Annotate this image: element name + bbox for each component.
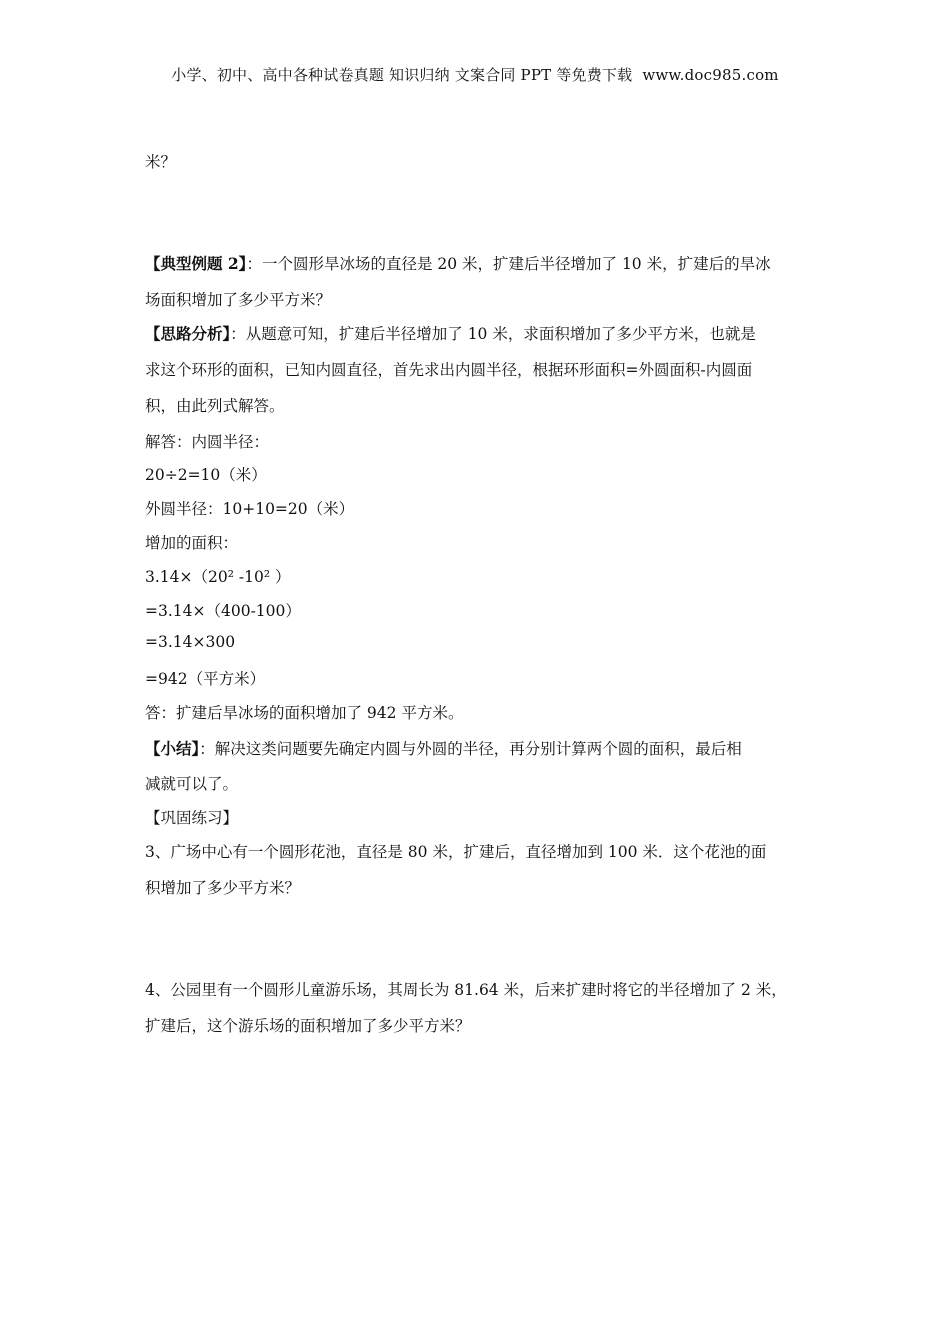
solution-line3: 外圆半径：10+10=20（米） (145, 500, 355, 518)
summary-line2: 减就可以了。 (145, 775, 239, 793)
example2-line1 (145, 252, 771, 274)
example2-text1: ：一个圆形旱冰场的直径是 20 米，扩建后半径增加了 10 米，扩建后的旱冰 (246, 255, 771, 273)
analysis-line1 (145, 322, 756, 344)
page-header (0, 64, 950, 85)
summary-label: 【小结】 (145, 739, 200, 758)
analysis-line3: 积，由此列式解答。 (145, 397, 285, 415)
analysis-line2: 求这个环形的面积，已知内圆直径，首先求出内圆半径，根据环形面积=外圆面积-内圆面 (145, 361, 753, 379)
solution-line4: 增加的面积： (145, 534, 239, 552)
question3-line1: 3、广场中心有一个圆形花池，直径是 80 米，扩建后，直径增加到 100 米．这个花池的面 (145, 843, 767, 861)
header-text: 小学、初中、高中各种试卷真题 知识归纳 文案合同 PPT 等免费下载 (171, 66, 633, 84)
solution-answer: 答：扩建后旱冰场的面积增加了 942 平方米。 (145, 704, 464, 722)
practice-title: 【巩固练习】 (145, 809, 239, 827)
continuation-text: 米？ (145, 153, 177, 171)
solution-line5: 3.14×（20² -10² ） (145, 568, 291, 586)
question3-line2: 积增加了多少平方米？ (145, 879, 301, 897)
summary-text1: ：解决这类问题要先确定内圆与外圆的半径，再分别计算两个圆的面积，最后相 (199, 740, 742, 758)
solution-line1: 解答：内圆半径： (145, 433, 270, 451)
question4-line2: 扩建后，这个游乐场的面积增加了多少平方米？ (145, 1017, 471, 1035)
solution-line2: 20÷2=10（米） (145, 466, 267, 484)
summary-line1 (145, 737, 742, 759)
header-site-link[interactable]: www.doc985.com (642, 66, 779, 84)
solution-line8: =942（平方米） (145, 670, 266, 688)
example2-line2: 场面积增加了多少平方米？ (145, 291, 332, 309)
analysis-text1: ：从题意可知，扩建后半径增加了 10 米，求面积增加了多少平方米，也就是 (230, 325, 756, 343)
solution-line6: =3.14×（400-100） (145, 602, 301, 620)
example2-label: 【典型例题 2】 (145, 254, 247, 273)
question4-line1: 4、公园里有一个圆形儿童游乐场，其周长为 81.64 米，后来扩建时将它的半径增加了 2 米， (145, 981, 787, 999)
solution-line7: =3.14×300 (145, 633, 236, 651)
analysis-label: 【思路分析】 (145, 324, 231, 343)
